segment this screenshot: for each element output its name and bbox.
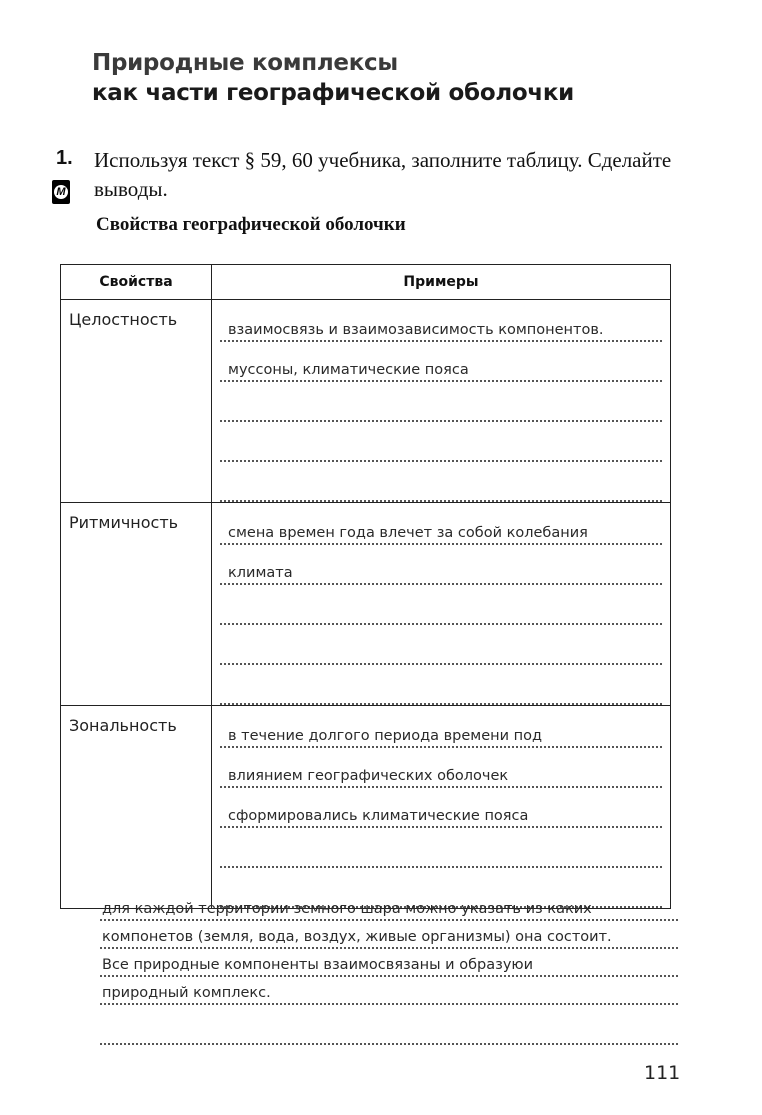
answer-line[interactable]: [220, 422, 662, 462]
examples-cell[interactable]: [212, 300, 671, 503]
property-name: Целостность: [61, 300, 212, 503]
answer-line[interactable]: [220, 665, 662, 705]
m-badge-letter: M: [54, 185, 68, 199]
answer-line[interactable]: [220, 342, 662, 382]
answer-line[interactable]: [220, 706, 662, 748]
answer-line[interactable]: [220, 382, 662, 422]
table-row: [61, 503, 671, 706]
page-title-line-1: Природные комплексы: [92, 50, 398, 76]
examples-cell[interactable]: [212, 503, 671, 706]
page-title: [92, 48, 574, 108]
conclusion-line[interactable]: [100, 921, 678, 949]
page-title-line-2: как части географической оболочки: [92, 80, 574, 106]
answer-text: смена времен года влечет за собой колебания: [228, 525, 588, 541]
header-examples: Примеры: [212, 265, 671, 300]
table-caption: Свойства географической оболочки: [96, 214, 406, 235]
conclusion-line[interactable]: [100, 977, 678, 1005]
answer-line[interactable]: [220, 828, 662, 868]
header-properties: Свойства: [61, 265, 212, 300]
table-row: [61, 300, 671, 503]
answer-line[interactable]: [220, 545, 662, 585]
answer-text: в течение долгого периода времени под: [228, 728, 543, 744]
conclusion-text: для каждой территории земного шара можно указать из каких: [102, 901, 592, 917]
answer-line[interactable]: [220, 585, 662, 625]
properties-table: [60, 264, 671, 909]
answer-text: сформировались климатические пояса: [228, 808, 529, 824]
property-name: Зональность: [61, 706, 212, 909]
task-instruction: Используя текст § 59, 60 учебника, заполните таблицу. Сделайте выводы.: [94, 148, 672, 201]
page-number: 111: [644, 1062, 681, 1084]
conclusion-line[interactable]: [100, 893, 678, 921]
m-badge-icon: [52, 180, 70, 204]
answer-text: климата: [228, 565, 293, 581]
conclusion-text: Все природные компоненты взаимосвязаны и образуюи: [102, 957, 534, 973]
answer-line[interactable]: [220, 748, 662, 788]
conclusion-line[interactable]: [100, 949, 678, 977]
answer-text: влиянием географических оболочек: [228, 768, 509, 784]
answer-text: муссоны, климатические пояса: [228, 362, 469, 378]
task-number: 1.: [56, 147, 73, 169]
conclusion-block: [100, 893, 678, 1045]
examples-cell[interactable]: [212, 706, 671, 909]
answer-line[interactable]: [220, 625, 662, 665]
table-row: [61, 706, 671, 909]
property-name: Ритмичность: [61, 503, 212, 706]
table-header-row: [61, 265, 671, 300]
conclusion-text: компонетов (земля, вода, воздух, живые организмы) она состоит.: [102, 929, 612, 945]
answer-line[interactable]: [220, 462, 662, 502]
answer-line[interactable]: [220, 788, 662, 828]
answer-line[interactable]: [220, 300, 662, 342]
answer-text: взаимосвязь и взаимозависимость компонентов.: [228, 322, 604, 338]
conclusion-text: природный комплекс.: [102, 985, 271, 1001]
conclusion-line[interactable]: [100, 1005, 678, 1045]
answer-line[interactable]: [220, 503, 662, 545]
